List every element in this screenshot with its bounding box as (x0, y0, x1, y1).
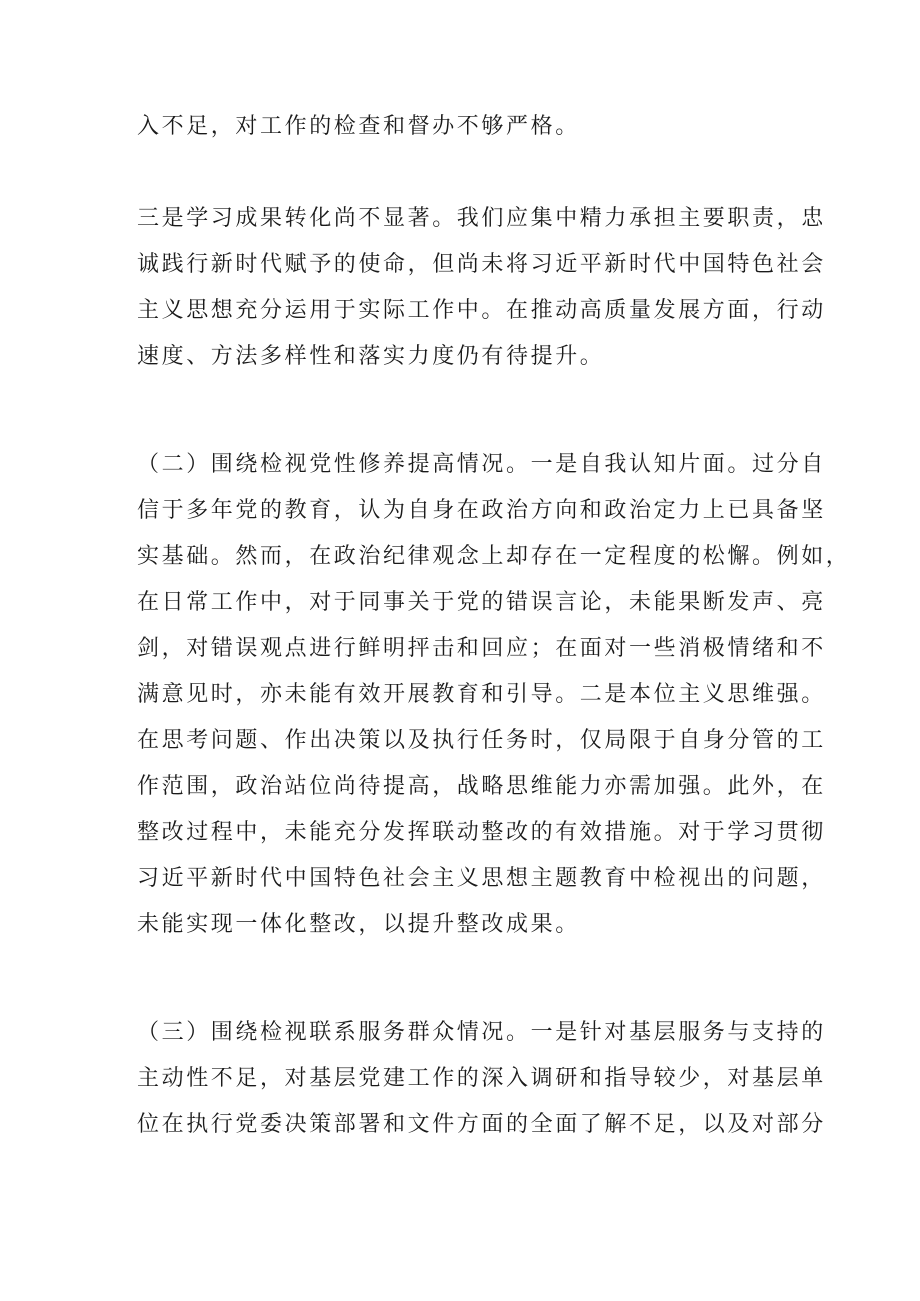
paragraph-4 (137, 1010, 826, 1148)
paragraph-3 (137, 442, 851, 948)
text-line: 位在执行党委决策部署和文件方面的全面了解不足，以及对部分 (137, 1112, 826, 1137)
text-line: 实基础。然而，在政治纪律观念上却存在一定程度的松懈。例如， (137, 544, 851, 569)
text-line: 习近平新时代中国特色社会主义思想主题教育中检视出的问题， (137, 866, 826, 891)
text-line: 在思考问题、作出决策以及执行任务时，仅局限于自身分管的工 (137, 728, 826, 753)
paragraph-2 (137, 196, 826, 380)
text-line: （二）围绕检视党性修养提高情况。一是自我认知片面。过分自 (137, 452, 826, 477)
text-line: 主动性不足，对基层党建工作的深入调研和指导较少，对基层单 (137, 1066, 826, 1091)
text-line: 作范围，政治站位尚待提高，战略思维能力亦需加强。此外，在 (137, 774, 826, 799)
text-line: 入不足，对工作的检查和督办不够严格。 (137, 114, 580, 139)
text-line: 诚践行新时代赋予的使命，但尚未将习近平新时代中国特色社会 (137, 252, 826, 277)
text-line: （三）围绕检视联系服务群众情况。一是针对基层服务与支持的 (137, 1020, 826, 1045)
text-line: 整改过程中，未能充分发挥联动整改的有效措施。对于学习贯彻 (137, 820, 826, 845)
text-line: 未能实现一体化整改，以提升整改成果。 (137, 912, 580, 937)
paragraph-1 (137, 104, 797, 150)
text-line: 满意见时，亦未能有效开展教育和引导。二是本位主义思维强。 (137, 682, 826, 707)
text-line: 速度、方法多样性和落实力度仍有待提升。 (137, 344, 605, 369)
text-line: 主义思想充分运用于实际工作中。在推动高质量发展方面，行动 (137, 298, 826, 323)
text-line: 三是学习成果转化尚不显著。我们应集中精力承担主要职责，忠 (137, 206, 826, 231)
text-line: 信于多年党的教育，认为自身在政治方向和政治定力上已具备坚 (137, 498, 826, 523)
text-line: 在日常工作中，对于同事关于党的错误言论，未能果断发声、亮 (137, 590, 826, 615)
text-line: 剑，对错误观点进行鲜明抨击和回应；在面对一些消极情绪和不 (137, 636, 826, 661)
